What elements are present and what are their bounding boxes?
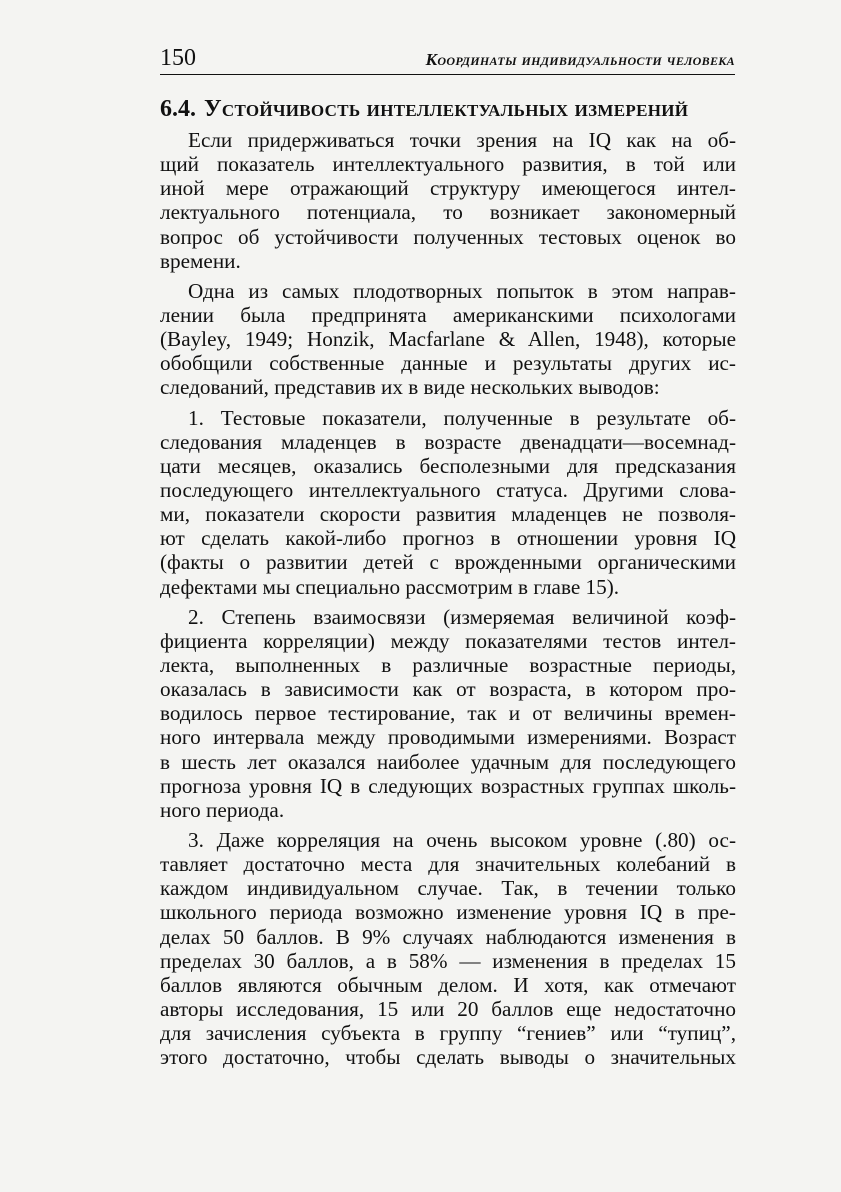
paragraph-conclusion-1 [160,406,736,599]
text-line: фициента корреляции) между показателями тестов интел- [160,628,736,653]
text-line: для зачисления субъекта в группу “гениев” или “тупиц”, [160,1021,736,1046]
text-line: Если придерживаться точки зрения на IQ как на об- [188,128,736,152]
text-line: школьного периода возможно изменение уровня IQ в пре- [160,900,736,925]
text-line: 2. Степень взаимосвязи (измеряемая величиной коэф- [188,604,736,629]
text-line: в шесть лет оказался наиболее удачным для последующего [160,749,736,774]
paragraph-study [160,279,736,400]
section-title: Устойчивость интеллектуальных измерений [204,96,689,122]
text-line: (факты о развитии детей с врожденными органическими [160,550,736,575]
text-line: следований, представив их в виде нескольких выводов: [160,375,660,400]
text-line: лении была предпринята американскими психологами [160,302,736,327]
section-heading [160,94,740,124]
paragraph-intro [160,128,736,273]
text-line: цати месяцев, оказались бесполезными для предсказания [160,453,736,478]
text-line: иной мере отражающий структуру имеющегося интел- [160,176,736,201]
text-line: каждом индивидуальном случае. Так, в течении только [160,876,736,901]
text-line: последующего интеллектуального статуса. Другими слова- [160,477,736,502]
text-line: лекта, выполненных в различные возрастные периоды, [160,652,736,677]
text-line: 1. Тестовые показатели, полученные в результате об- [188,405,736,430]
text-line: ного периода. [160,797,285,822]
text-line: щий показатель интеллектуального развития, в той или [160,152,736,177]
text-line: водилось первое тестирование, так и от величины времен- [160,701,736,726]
text-line: ми, показатели скорости развития младенцев не позволя- [160,502,736,527]
text-line: обобщили собственные данные и результаты других ис- [160,351,736,376]
text-line: делах 50 баллов. В 9% случаях наблюдаются изменения в [160,924,736,949]
section-number: 6.4. [160,96,196,122]
running-title: Координаты индивидуальности человека [425,50,735,69]
text-line: дефектами мы специально рассмотрим в главе 15). [160,574,620,599]
paragraph-conclusion-3 [160,828,736,1069]
text-line: пределах 30 баллов, а в 58% — изменения в пределах 15 [160,948,736,973]
text-line: авторы исследования, 15 или 20 баллов еще недостаточно [160,996,736,1021]
text-line: следования младенцев в возрасте двенадцати—восемнад- [160,429,736,454]
running-head [160,40,735,75]
text-line: времени. [160,248,241,273]
text-line: тавляет достаточно места для значительных колебаний в [160,852,736,877]
body-text [160,128,736,1075]
text-line: лектуального потенциала, то возникает закономерный [160,200,736,225]
text-line: Одна из самых плодотворных попыток в этом направ- [188,278,736,303]
text-line: ют сделать какой-либо прогноз в отношении уровня IQ [160,526,736,551]
text-line: вопрос об устойчивости полученных тестовых оценок во [160,224,736,249]
text-line: оказалась в зависимости как от возраста, в котором про- [160,677,736,702]
text-line: баллов являются обычным делом. И хотя, как отмечают [160,972,736,997]
text-line: этого достаточно, чтобы сделать выводы о значительных [160,1045,736,1070]
text-line: прогноза уровня IQ в следующих возрастных группах школь- [160,773,736,798]
text-line: (Bayley, 1949; Honzik, Macfarlane & Allen, 1948), которые [160,327,736,352]
paragraph-conclusion-2 [160,605,736,822]
text-line: ного интервала между проводимыми измерениями. Возраст [160,725,736,750]
page-number: 150 [160,45,196,71]
text-line: 3. Даже корреляция на очень высоком уровне (.80) ос- [188,827,736,852]
